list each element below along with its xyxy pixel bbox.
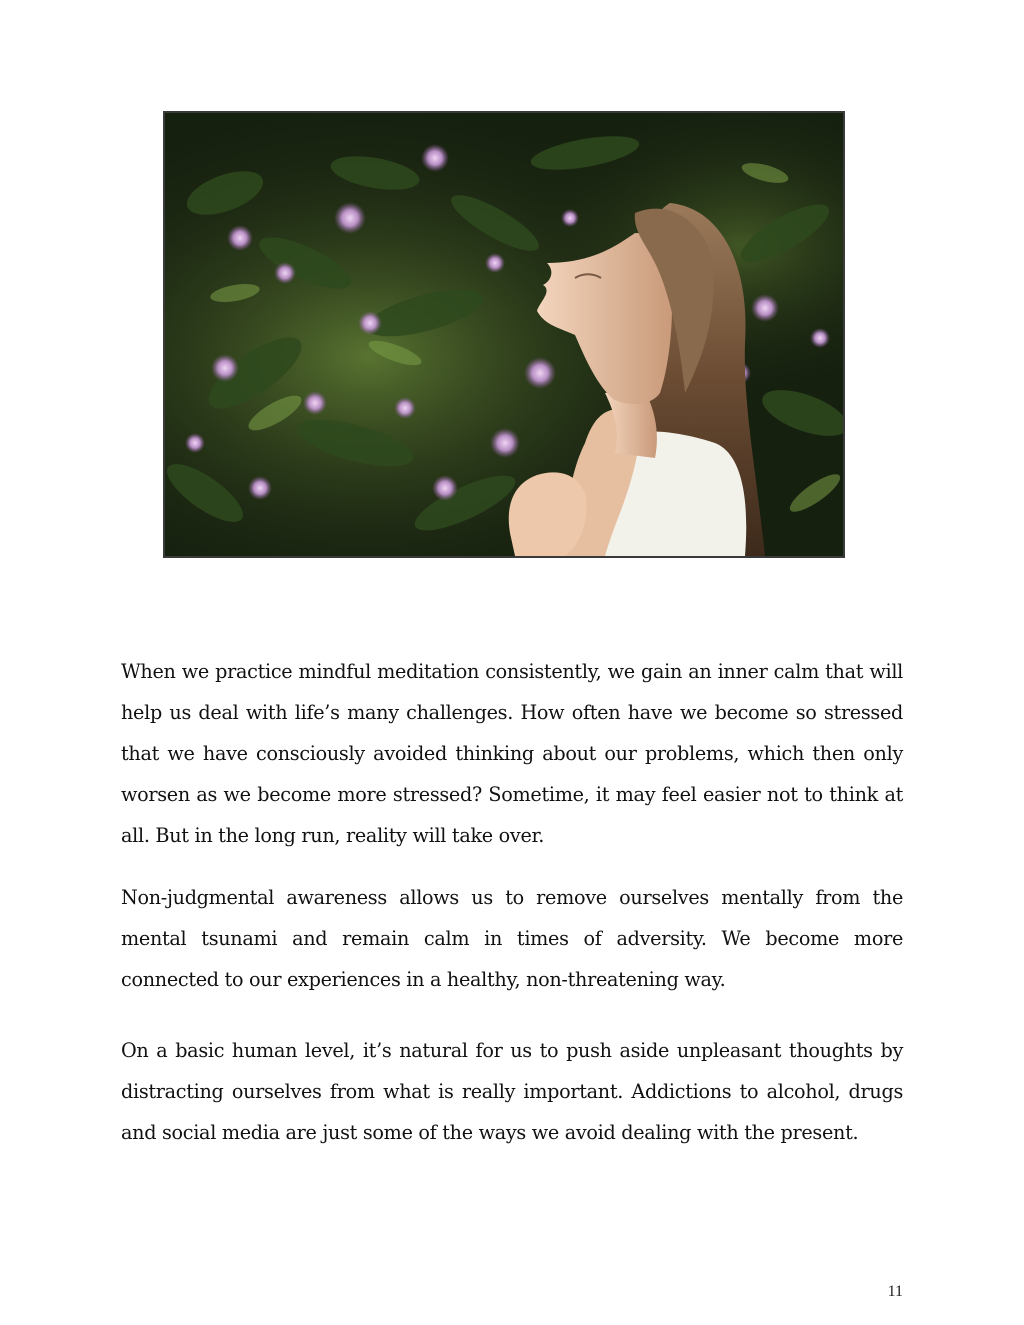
photo-frame (163, 111, 845, 558)
meditation-photo (165, 113, 843, 556)
paragraph-1: When we practice mindful meditation consistently, we gain an inner calm that will help us deal with life’s many challenges. How often have we become so stressed that we have consciously avoided thinking about our problems, which then only worsen as we become more stressed? Sometime, it may feel easier not to think at all. But in the long run, reality will take over. (121, 660, 903, 847)
page-number: 11 (887, 1283, 903, 1300)
paragraph-2: Non-judgmental awareness allows us to remove ourselves mentally from the mental tsunami and remain calm in times of adversity. We become more connected to our experiences in a healthy, non-threatening way. (121, 886, 903, 991)
paragraph-3: On a basic human level, it’s natural for us to push aside unpleasant thoughts by distracting ourselves from what is really important. Addictions to alcohol, drugs and social media are just some of the ways we avoid dealing with the present. (121, 1039, 903, 1144)
